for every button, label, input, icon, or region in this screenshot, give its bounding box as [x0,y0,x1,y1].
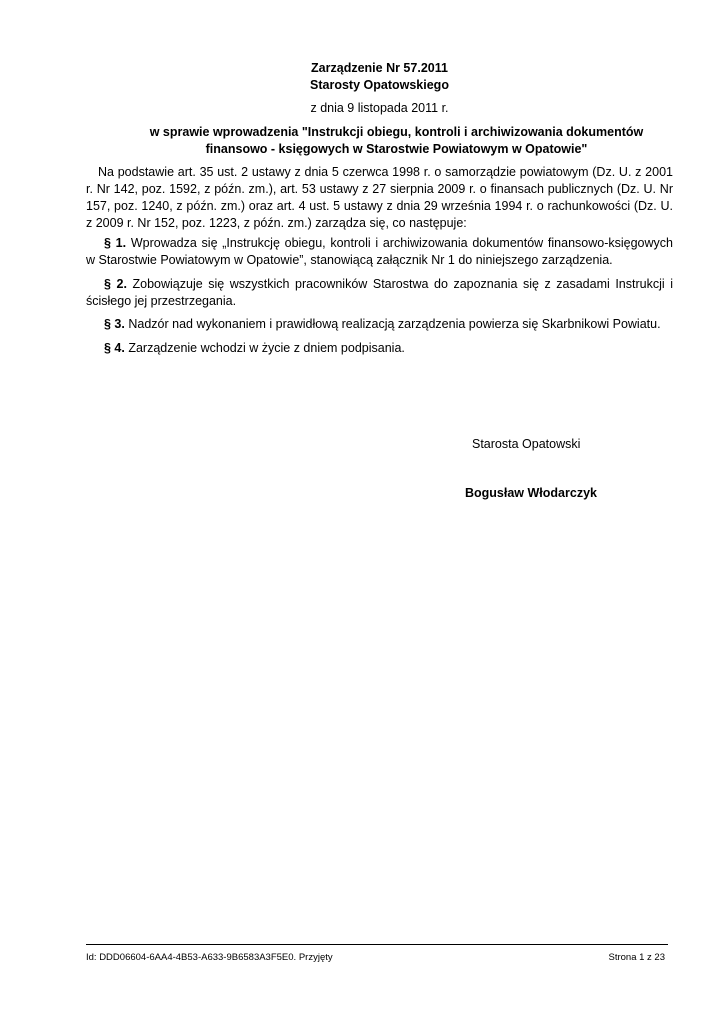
paragraph-text: Zobowiązuje się wszystkich pracowników Starostwa do zapoznania się z zasadami Instrukcji i ścisłego jej przestrzegania. [86,277,673,308]
footer-document-id: Id: DDD06604-6AA4-4B53-A633-9B6583A3F5E0. Przyjęty [86,952,333,963]
document-subject: w sprawie wprowadzenia "Instrukcji obiegu, kontroli i archiwizowania dokumentów finansowo - księgowych w Starostwie Powiatowym w Opatowie" [149,125,644,156]
paragraph-text: Nadzór nad wykonaniem i prawidłową realizacją zarządzenia powierza się Skarbnikowi Powiatu. [128,317,661,331]
paragraph-number: § 1. [104,236,127,250]
paragraph-2 [86,276,673,310]
document-issuer: Starosty Opatowskiego [310,78,449,92]
paragraph-text: Zarządzenie wchodzi w życie z dniem podpisania. [128,341,405,355]
paragraph-text: Wprowadza się „Instrukcję obiegu, kontroli i archiwizowania dokumentów finansowo-księgowych w Starostwie Powiatowym w Opatowie”, stanowiącą załącznik Nr 1 do niniejszego zarządzenia. [86,236,673,267]
document-date: z dnia 9 listopada 2011 r. [310,101,449,115]
paragraph-number: § 4. [104,341,125,355]
paragraph-number: § 2. [104,277,127,291]
signature-name: Bogusław Włodarczyk [465,486,597,500]
signature-role: Starosta Opatowski [472,437,581,451]
preamble-text: Na podstawie art. 35 ust. 2 ustawy z dnia 5 czerwca 1998 r. o samorządzie powiatowym (Dz. U. z 2001 r. Nr 142, poz. 1592, z późn. zm.), art. 53 ustawy z 27 sierpnia 2009 r. o finansach publicznych (Dz. U. Nr 157, poz. 1240, z późn. zm.) oraz art. 4 ust. 5 ustawy z dnia 29 września 1994 r. o rachunkowości (Dz. U. z 2009 r. Nr 152, poz. 1223, z późn. zm.) zarządza się, co następuje: [86,165,673,230]
paragraph-4 [86,340,673,357]
footer-page-number: Strona 1 z 23 [608,952,665,963]
paragraph-1 [86,235,673,269]
paragraph-3 [86,316,673,333]
footer-divider [86,944,668,945]
paragraph-number: § 3. [104,317,125,331]
document-title: Zarządzenie Nr 57.2011 [311,61,448,75]
